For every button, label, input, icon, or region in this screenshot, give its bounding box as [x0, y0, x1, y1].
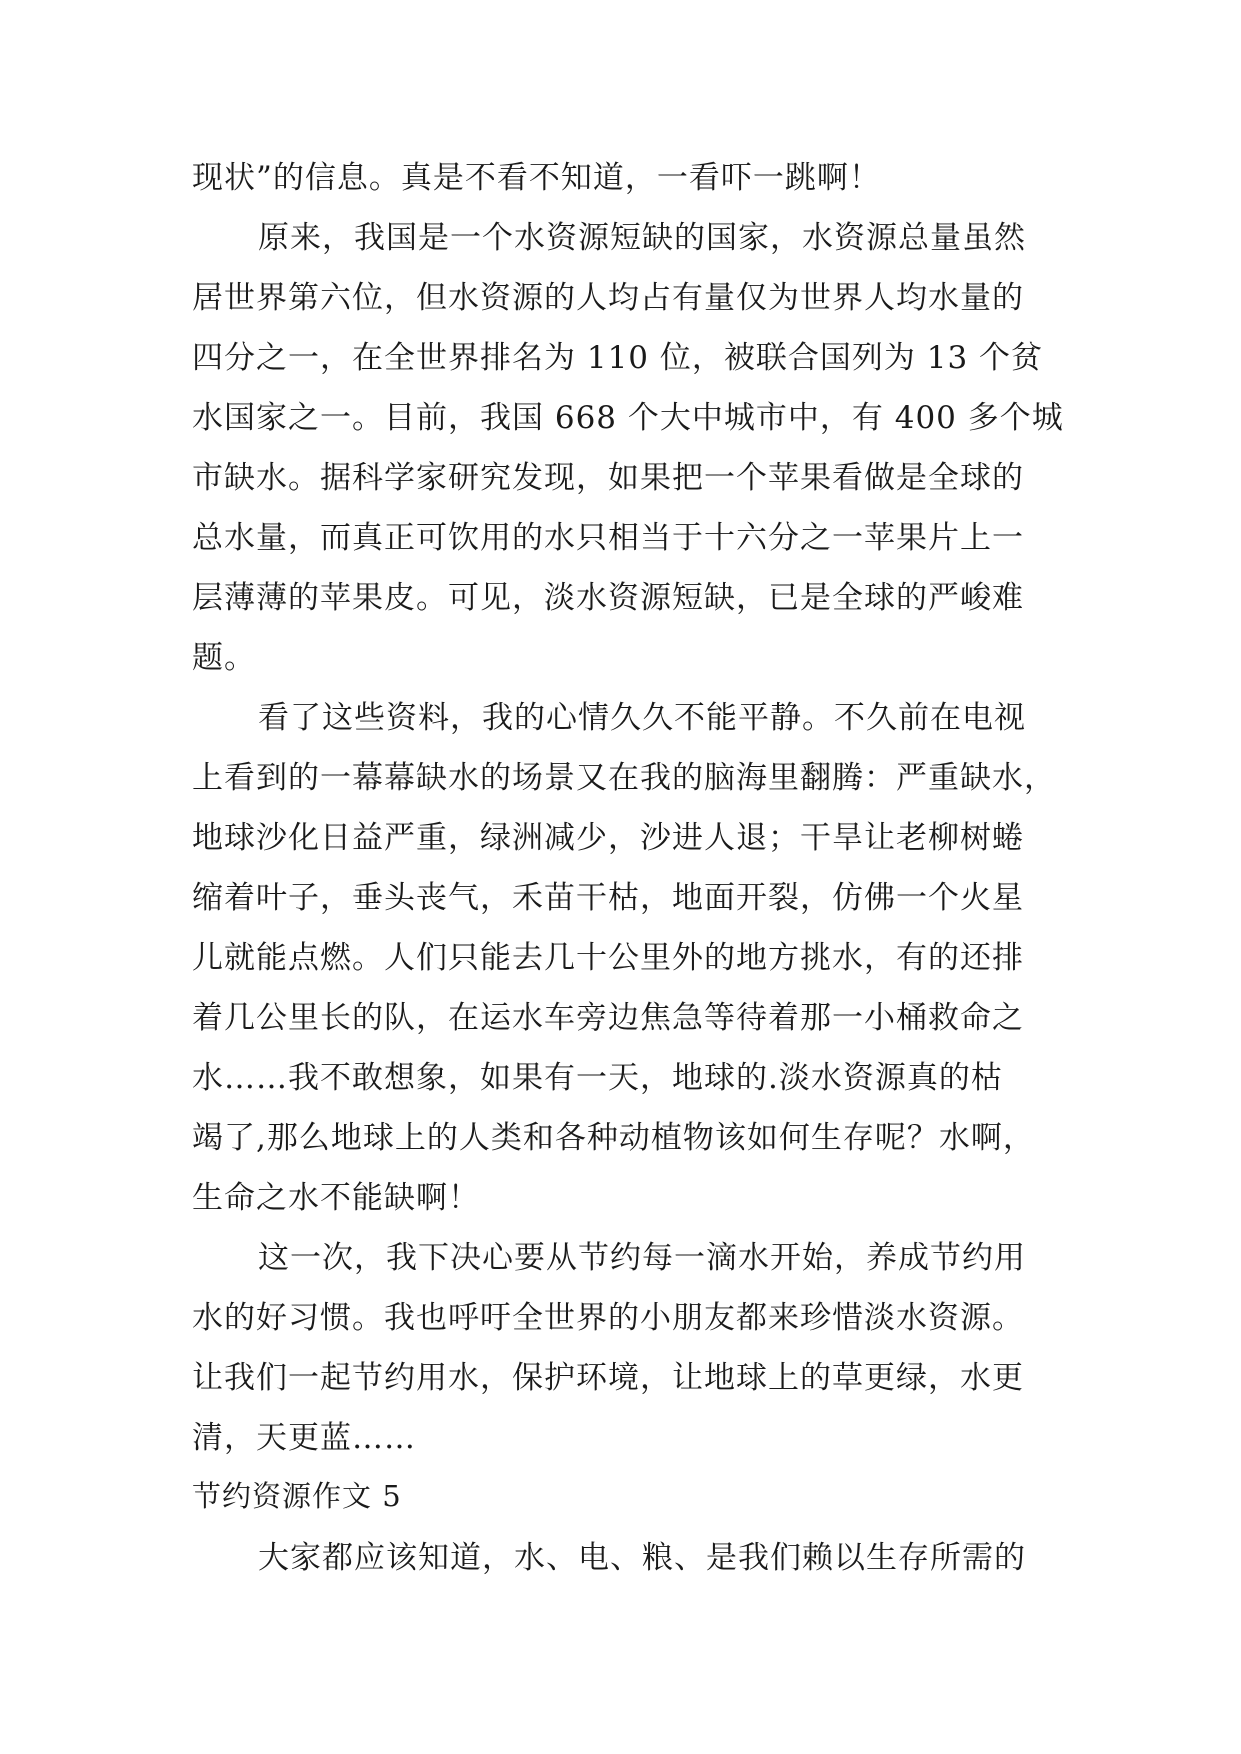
text-line: 现状”的信息。真是不看不知道，一看吓一跳啊！: [192, 160, 881, 196]
section-heading: 节约资源作文 5: [192, 1479, 402, 1513]
text-line: 四分之一，在全世界排名为 110 位，被联合国列为 13 个贫: [192, 340, 1044, 376]
paragraph-first-line: 看了这些资料，我的心情久久不能平静。不久前在电视: [258, 700, 1026, 736]
text-line: 市缺水。据科学家研究发现，如果把一个苹果看做是全球的: [192, 460, 1024, 496]
paragraph-first-line: 这一次，我下决心要从节约每一滴水开始，养成节约用: [258, 1240, 1026, 1276]
text-line: 水……我不敢想象，如果有一天，地球的.淡水资源真的枯: [192, 1060, 1003, 1096]
text-line: 层薄薄的苹果皮。可见，淡水资源短缺，已是全球的严峻难: [192, 580, 1024, 616]
text-line: 缩着叶子，垂头丧气，禾苗干枯，地面开裂，仿佛一个火星: [192, 880, 1024, 916]
paragraph-first-line: 大家都应该知道，水、电、粮、是我们赖以生存所需的: [258, 1540, 1026, 1576]
text-line: 水国家之一。目前，我国 668 个大中城市中，有 400 多个城: [192, 400, 1064, 436]
text-line: 水的好习惯。我也呼吁全世界的小朋友都来珍惜淡水资源。: [192, 1300, 1024, 1336]
text-line: 着几公里长的队，在运水车旁边焦急等待着那一小桶救命之: [192, 1000, 1024, 1036]
text-line: 儿就能点燃。人们只能去几十公里外的地方挑水，有的还排: [192, 940, 1024, 976]
text-line: 让我们一起节约用水，保护环境，让地球上的草更绿，水更: [192, 1360, 1024, 1396]
paragraph-first-line: 原来，我国是一个水资源短缺的国家，水资源总量虽然: [258, 220, 1026, 256]
text-line: 上看到的一幕幕缺水的场景又在我的脑海里翻腾：严重缺水，: [192, 760, 1056, 796]
text-line: 清，天更蓝……: [192, 1420, 416, 1456]
text-line: 总水量，而真正可饮用的水只相当于十六分之一苹果片上一: [192, 520, 1024, 556]
text-line: 题。: [192, 640, 256, 676]
text-line: 生命之水不能缺啊！: [192, 1180, 480, 1216]
text-line: 居世界第六位，但水资源的人均占有量仅为世界人均水量的: [192, 280, 1024, 316]
text-line: 竭了,那么地球上的人类和各种动植物该如何生存呢？水啊，: [192, 1120, 1035, 1156]
text-line: 地球沙化日益严重，绿洲减少，沙进人退；干旱让老柳树蜷: [192, 820, 1024, 856]
